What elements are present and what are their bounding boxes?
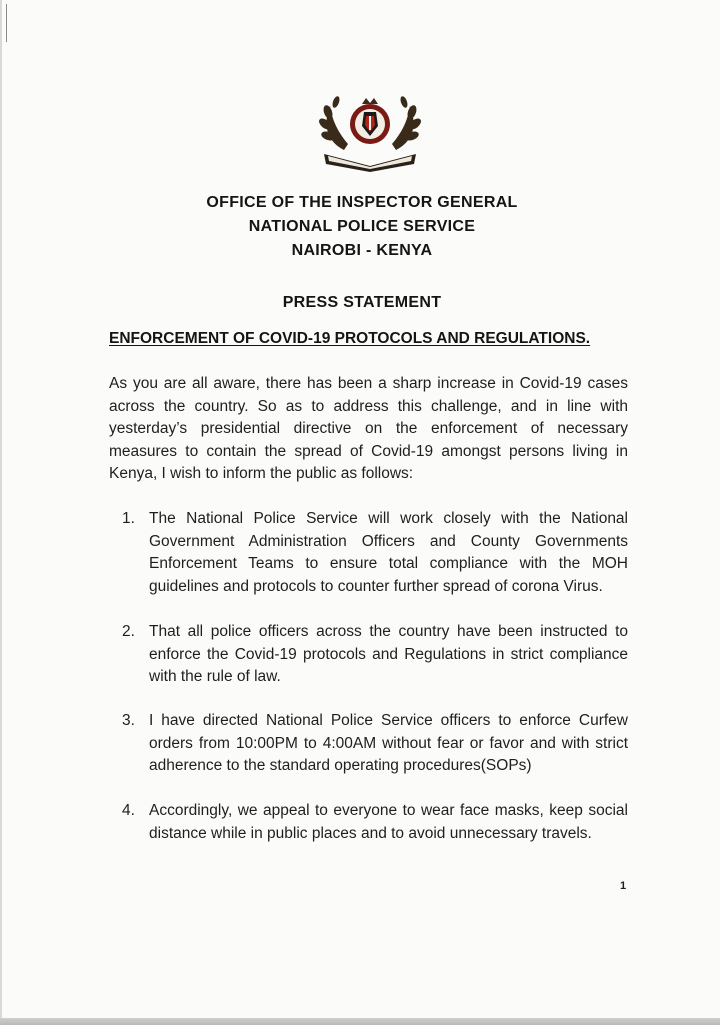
statement-title: ENFORCEMENT OF COVID-19 PROTOCOLS AND REGULATIONS. bbox=[109, 330, 591, 347]
list-item bbox=[122, 621, 628, 689]
list-item bbox=[122, 710, 628, 778]
list-item-number: 2. bbox=[122, 623, 135, 640]
list-item-number: 1. bbox=[122, 510, 135, 527]
list-item bbox=[122, 800, 628, 845]
list-item-text: The National Police Service will work closely with the National Government Administration Officers and County Governments Enforcement Teams to ensure total compliance with the MOH guidelines and protocols to counter further spread of corona Virus. bbox=[149, 510, 628, 595]
list-item-text: Accordingly, we appeal to everyone to wear face masks, keep social distance while in public places and to avoid unnecessary travels. bbox=[149, 802, 628, 842]
list-item-number: 4. bbox=[122, 802, 135, 819]
document-type: PRESS STATEMENT bbox=[282, 294, 442, 311]
page-number: 1 bbox=[620, 880, 627, 892]
list-item bbox=[122, 508, 628, 598]
header-office: OFFICE OF THE INSPECTOR GENERAL bbox=[206, 194, 518, 211]
list-item-number: 3. bbox=[122, 712, 135, 729]
scan-edge bbox=[0, 1018, 720, 1025]
police-crest-icon bbox=[314, 92, 426, 172]
header-service: NATIONAL POLICE SERVICE bbox=[248, 218, 476, 235]
intro-paragraph: As you are all aware, there has been a sharp increase in Covid-19 cases across the country. So as to address this challenge, and in line with yesterday’s presidential directive on the enforcement of necessary measures to contain the spread of Covid-19 amongst persons living in Kenya, I wish to inform the public as follows: bbox=[109, 375, 628, 482]
list-item-text: I have directed National Police Service officers to enforce Curfew orders from 10:00PM to 4:00AM without fear or favor and with strict adherence to the standard operating procedures(SOPs) bbox=[149, 712, 628, 774]
header-location: NAIROBI - KENYA bbox=[291, 242, 433, 259]
list-item-text: That all police officers across the country have been instructed to enforce the Covid-19 protocols and Regulations in strict compliance with the rule of law. bbox=[149, 623, 628, 685]
scan-mark bbox=[6, 4, 7, 42]
